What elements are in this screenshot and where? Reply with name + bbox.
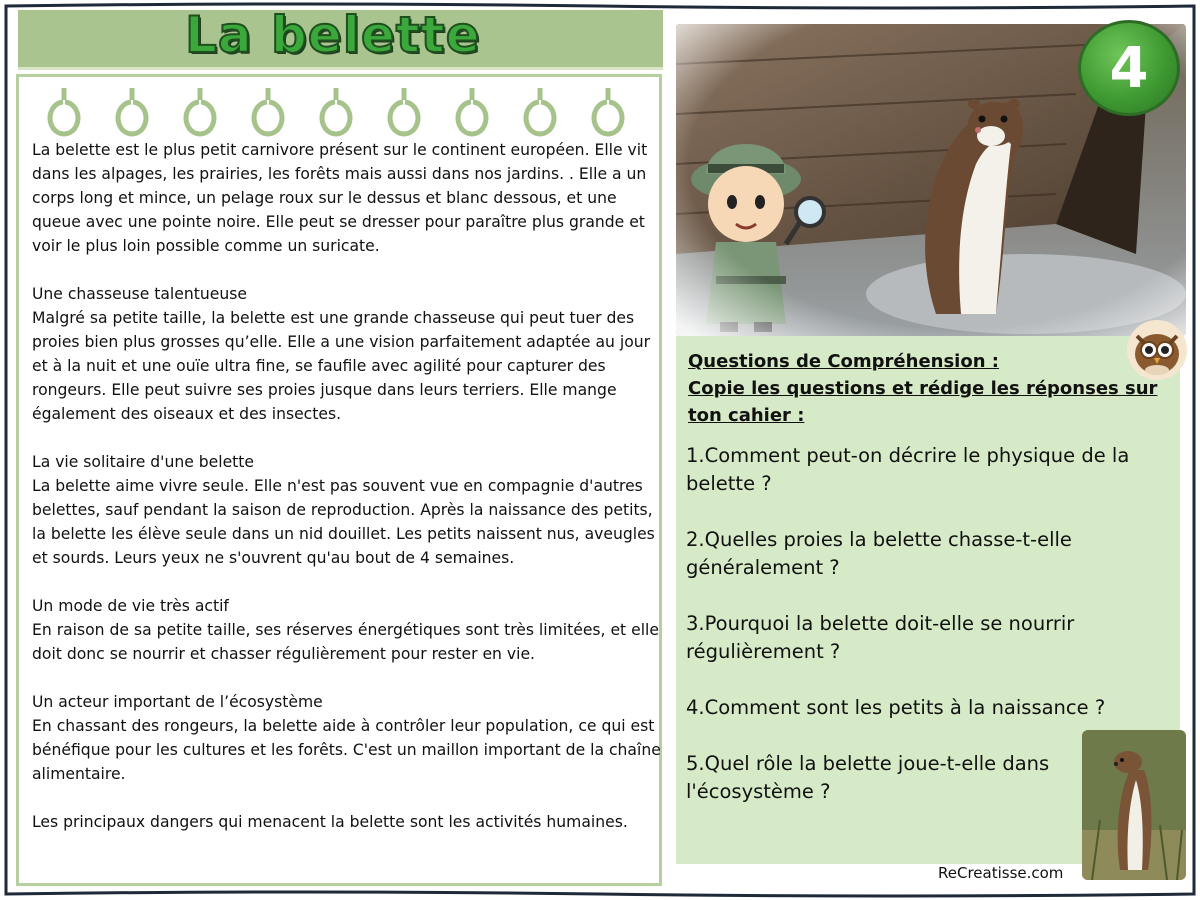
- section-text: En chassant des rongeurs, la belette aide à contrôler leur population, ce qui est bénéfique pour les cultures et les forêts. C'est un maillon important de la chaîne alimentaire.: [32, 717, 661, 783]
- article-section: [32, 450, 662, 570]
- section-title: Un mode de vie très actif: [32, 597, 229, 615]
- article-section: [32, 690, 662, 786]
- credit-text: ReCreatisse.com: [938, 864, 1064, 882]
- question-item: 5.Quel rôle la belette joue-t-elle dans l'écosystème ?: [686, 752, 1050, 803]
- questions-heading-instruction: Copie les questions et rédige les réponses sur ton cahier :: [688, 378, 1158, 426]
- section-text: En raison de sa petite taille, ses réserves énergétiques sont très limitées, et elle doit donc se nourrir et chasser régulièrement pour rester en vie.: [32, 621, 659, 663]
- questions-heading-title: Questions de Compréhension :: [688, 351, 1000, 372]
- article-section: [32, 594, 662, 666]
- notebook-rings: [16, 74, 662, 144]
- section-title: Un acteur important de l’écosystème: [32, 693, 323, 711]
- article-intro: La belette est le plus petit carnivore présent sur le continent européen. Elle vit dans les alpages, les prairies, les forêts mais aussi dans nos jardins. . Elle a un corps long et mince, un pelage roux sur le dessus et blanc dessous, et une queue avec une pointe noire. Elle peut se dresser pour paraître plus grande et voir le plus loin possible comme un suricate.: [32, 141, 648, 255]
- article-section: [32, 282, 662, 426]
- question-item: 3.Pourquoi la belette doit-elle se nourrir régulièrement ?: [686, 612, 1075, 663]
- page-number-badge: 4: [1078, 20, 1180, 116]
- question-item: 1.Comment peut-on décrire le physique de la belette ?: [686, 444, 1130, 495]
- standing-weasel-photo: [1082, 730, 1186, 880]
- question-item: 4.Comment sont les petits à la naissance ?: [686, 696, 1106, 719]
- section-title: Une chasseuse talentueuse: [32, 285, 247, 303]
- article-text: [32, 138, 662, 858]
- article-closing: Les principaux dangers qui menacent la belette sont les activités humaines.: [32, 813, 628, 831]
- page-title: La belette: [185, 6, 481, 64]
- section-text: Malgré sa petite taille, la belette est une grande chasseuse qui peut tuer des proies bien plus grosses qu’elle. Elle a une vision parfaitement adaptée au jour et à la nuit et une ouïe ultra fine, se faufile avec agilité pour capturer des rongeurs. Elle peut suivre ses proies jusque dans leurs terriers. Elle mange également des oiseaux et des insectes.: [32, 309, 651, 423]
- questions-heading: [688, 348, 1158, 429]
- question-item: 2.Quelles proies la belette chasse-t-elle généralement ?: [686, 528, 1072, 579]
- section-text: La belette aime vivre seule. Elle n'est pas souvent vue en compagnie d'autres belettes, sauf pendant la saison de reproduction. Après la naissance des petits, la belette les élève seule dans un nid douillet. Les petits naissent nus, aveugles et sourds. Leurs yeux ne s'ouvrent qu'au bout de 4 semaines.: [32, 477, 655, 567]
- section-title: La vie solitaire d'une belette: [32, 453, 255, 471]
